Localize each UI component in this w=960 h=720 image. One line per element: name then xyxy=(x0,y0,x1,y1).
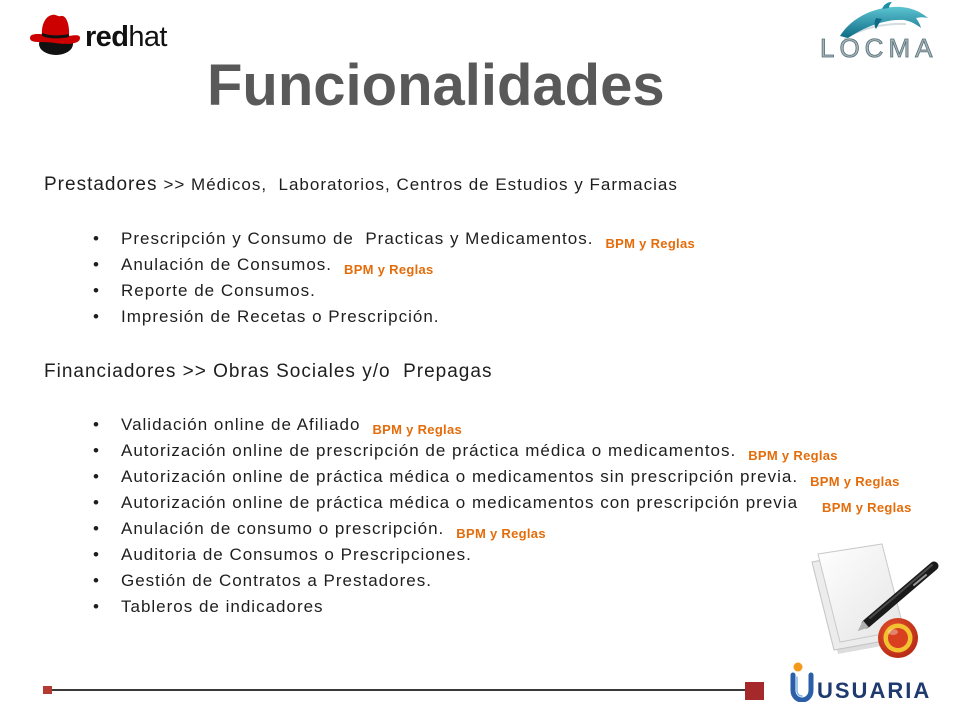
list-item xyxy=(0,464,940,490)
locma-logo xyxy=(818,0,948,64)
locma-wordmark: LOCMA xyxy=(820,33,938,63)
section-heading-label: Prestadores xyxy=(44,174,158,195)
section-heading-label: Financiadores >> Obras Sociales y/o Prepagas xyxy=(44,361,493,382)
list-item xyxy=(0,594,940,620)
bullet: • xyxy=(93,307,99,326)
usuaria-u-person-icon xyxy=(788,660,816,702)
redhat-logo xyxy=(28,12,178,58)
list-item xyxy=(0,226,940,252)
list-item xyxy=(0,568,940,594)
list-item-text: Tableros de indicadores xyxy=(121,597,324,616)
list-item xyxy=(0,252,940,278)
list-item-text: Validación online de Afiliado xyxy=(121,415,361,434)
bullet: • xyxy=(93,545,99,564)
list-item-text: Prescripción y Consumo de Practicas y Medicamentos. xyxy=(121,229,594,248)
bullet: • xyxy=(93,229,99,248)
bullet: • xyxy=(93,281,99,300)
bpm-tag: BPM y Reglas xyxy=(344,262,434,277)
list-item xyxy=(0,490,940,516)
list-item-text: Reporte de Consumos. xyxy=(121,281,316,300)
section-subheading: >> Médicos, Laboratorios, Centros de Estudios y Farmacias xyxy=(163,175,678,194)
financiadores-list xyxy=(0,412,940,620)
bullet: • xyxy=(93,467,99,486)
list-item xyxy=(0,278,940,304)
redhat-wordmark-bold: red xyxy=(85,21,129,53)
bpm-tag: BPM y Reglas xyxy=(372,422,463,437)
bpm-tag: BPM y Reglas xyxy=(605,236,696,251)
list-item xyxy=(0,412,940,438)
list-item xyxy=(0,516,940,542)
bullet: • xyxy=(93,519,99,538)
slide-title: Funcionalidades xyxy=(207,53,665,118)
bpm-tag: BPM y Reglas xyxy=(748,448,838,463)
footer-square-left xyxy=(43,686,52,694)
bullet: • xyxy=(93,571,99,590)
prestadores-list xyxy=(0,226,940,330)
bullet: • xyxy=(93,597,99,616)
list-item-text: Autorización online de práctica médica o medicamentos sin prescripción previa. xyxy=(121,467,799,486)
list-item-text: Anulación de Consumos. xyxy=(121,255,333,274)
list-item-text: Auditoria de Consumos o Prescripciones. xyxy=(121,545,472,564)
footer-square-right xyxy=(745,682,764,700)
section-heading-financiadores xyxy=(44,360,492,384)
list-item-text: Anulación de consumo o prescripción. xyxy=(121,519,445,538)
list-item-text: Impresión de Recetas o Prescripción. xyxy=(121,307,440,326)
bpm-tag: BPM y Reglas xyxy=(810,474,900,489)
usuaria-wordmark: USUARIA xyxy=(817,678,932,703)
bpm-tag: BPM y Reglas xyxy=(822,500,912,515)
footer-line xyxy=(52,689,745,691)
bullet: • xyxy=(93,493,99,512)
list-item-text: Autorización online de prescripción de práctica médica o medicamentos. xyxy=(121,441,737,460)
bullet: • xyxy=(93,441,99,460)
list-item xyxy=(0,304,940,330)
section-heading-prestadores xyxy=(44,173,678,197)
list-item-text: Autorización online de práctica médica o medicamentos con prescripción previa xyxy=(121,493,799,512)
bpm-tag: BPM y Reglas xyxy=(456,526,546,541)
list-item xyxy=(0,438,940,464)
list-item xyxy=(0,542,940,568)
redhat-wordmark xyxy=(85,22,167,52)
redhat-shadowman-icon xyxy=(28,12,82,56)
usuaria-logo xyxy=(786,658,936,706)
bullet: • xyxy=(93,415,99,434)
redhat-wordmark-light: hat xyxy=(128,21,167,53)
list-item-text: Gestión de Contratos a Prestadores. xyxy=(121,571,432,590)
bullet: • xyxy=(93,255,99,274)
document-pen-seal-icon xyxy=(806,542,942,660)
